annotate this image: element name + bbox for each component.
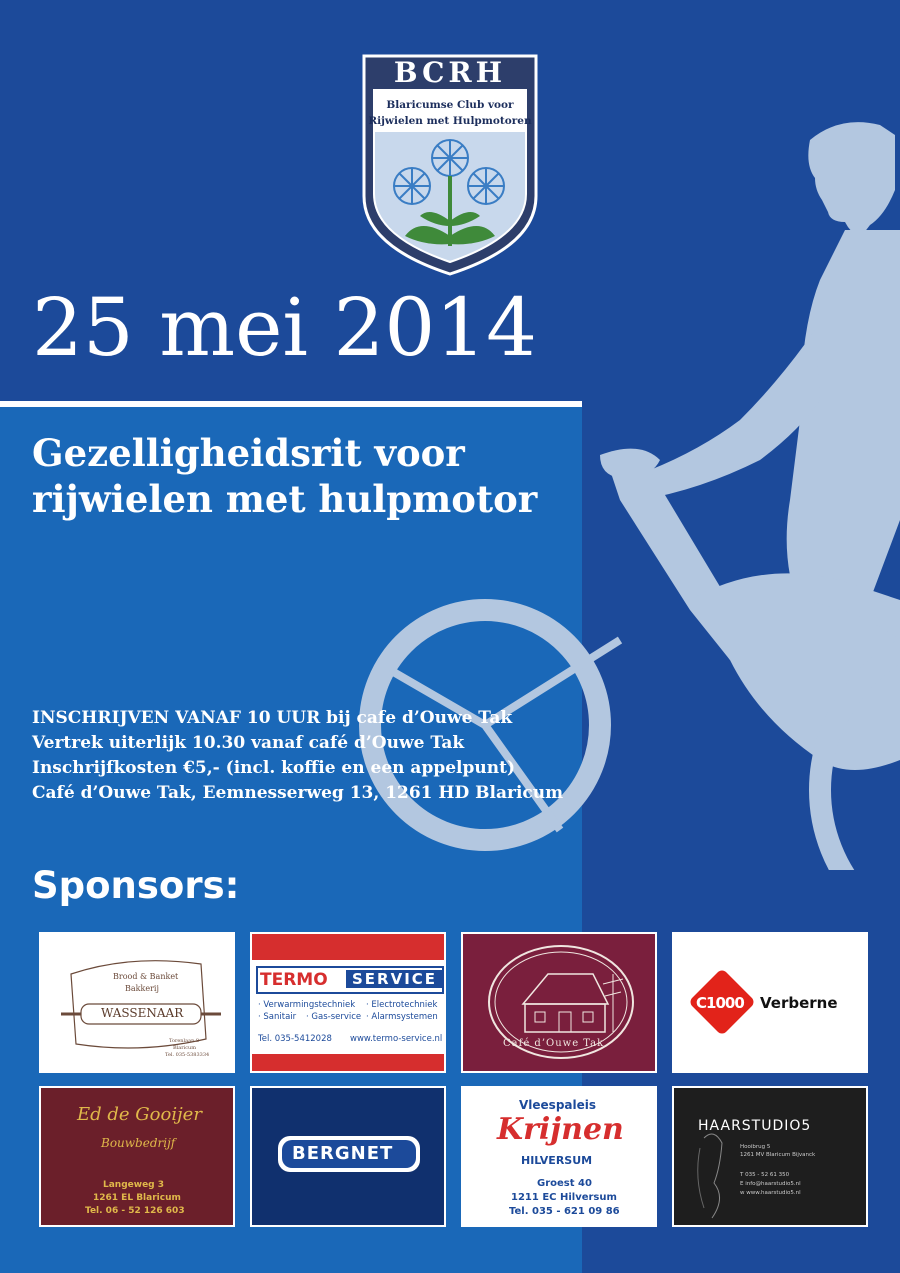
c1000-brand: C1000 (696, 994, 744, 1012)
gooijer-tel: Tel. 06 - 52 126 603 (85, 1206, 185, 1216)
event-info (32, 706, 563, 806)
info-fee: Inschrijfkosten €5,- (incl. koffie en een appelpunt) (32, 758, 515, 778)
krijnen-city: HILVERSUM (521, 1154, 593, 1167)
gooijer-name: Ed de Gooijer (77, 1104, 202, 1125)
termo-web: www.termo-service.nl (350, 1034, 443, 1044)
termo-top-band (252, 934, 446, 960)
sponsors-heading: Sponsors: (32, 864, 240, 907)
termo-service1: · Verwarmingstechniek (258, 1000, 356, 1010)
krijnen-tel: Tel. 035 - 621 09 86 (509, 1206, 620, 1217)
crest-name-line1: Blaricumse Club voor (386, 99, 514, 111)
termo-service2: · Electrotechniek (366, 1000, 438, 1010)
cafe-emblem-icon (463, 934, 657, 1073)
wassenaar-tel: Tel. 035-5383334 (165, 1052, 210, 1058)
wassenaar-tagline2: Bakkerij (125, 984, 159, 993)
gooijer-addr1: Langeweg 3 (103, 1180, 165, 1190)
haarstudio-addr1: Hooibrug 5 (740, 1144, 771, 1150)
sponsor-wassenaar (39, 932, 235, 1073)
termo-service3: · Sanitair (258, 1012, 297, 1022)
sponsor-termo-service (250, 932, 446, 1073)
krijnen-top: Vleespaleis (519, 1098, 597, 1112)
divider (0, 401, 582, 407)
termo-tel: Tel. 035-5412028 (258, 1034, 332, 1044)
haarstudio-web: w www.haarstudio5.nl (740, 1190, 801, 1196)
haarstudio-brand: HAARSTUDIO5 (698, 1118, 812, 1134)
info-registration: INSCHRIJVEN VANAF 10 UUR bij cafe d’Ouwe Tak (32, 708, 513, 728)
event-subtitle (32, 430, 592, 522)
wassenaar-name: WASSENAAR (101, 1006, 184, 1020)
subtitle-line1: Gezelligheidsrit voor (32, 431, 465, 475)
sponsor-bergnet (250, 1086, 446, 1227)
gooijer-addr2: 1261 EL Blaricum (93, 1193, 181, 1203)
krijnen-addr1: Groest 40 (537, 1178, 592, 1189)
sponsor-c1000-verberne (672, 932, 868, 1073)
wassenaar-tagline1: Brood & Banket (113, 972, 179, 981)
sponsor-vleespaleis-krijnen (461, 1086, 657, 1227)
c1000-name: Verberne (760, 994, 838, 1012)
crest-abbreviation: BCRH (393, 56, 507, 89)
info-address: Café d’Ouwe Tak, Eemnesserweg 13, 1261 HD Blaricum (32, 783, 564, 803)
gooijer-type: Bouwbedrijf (101, 1136, 176, 1150)
info-departure: Vertrek uiterlijk 10.30 vanaf café d’Ouwe Tak (32, 733, 465, 753)
termo-bottom-band (252, 1054, 446, 1073)
haarstudio-email: E info@haarstudio5.nl (740, 1181, 801, 1187)
subtitle-line2: rijwielen met hulpmotor (32, 477, 538, 521)
haarstudio-phone: T 035 - 52 61 350 (740, 1172, 790, 1178)
wassenaar-addr1: Torenlaan 8 (169, 1038, 200, 1044)
termo-service4: · Gas-service (306, 1012, 362, 1022)
cafe-name: Café d’Ouwe Tak (503, 1038, 605, 1049)
krijnen-addr2: 1211 EC Hilversum (511, 1192, 617, 1203)
haarstudio-addr2: 1261 MV Blaricum Bijvanck (740, 1152, 816, 1158)
sponsor-ed-de-gooijer (39, 1086, 235, 1227)
event-date: 25 mei 2014 (32, 281, 538, 374)
krijnen-name: Krijnen (497, 1112, 624, 1147)
wassenaar-addr2: Blaricum (173, 1045, 197, 1051)
sponsor-haarstudio5 (672, 1086, 868, 1227)
termo-brand: TERMO (260, 970, 328, 990)
termo-service5: · Alarmsystemen (366, 1012, 438, 1022)
bergnet-brand: BERGNET (292, 1143, 394, 1164)
sponsor-cafe-ouwe-tak (461, 932, 657, 1073)
club-crest (360, 46, 540, 276)
crest-name-line2: Rijwielen met Hulpmotoren (368, 115, 532, 127)
termo-brand-service: SERVICE (346, 970, 443, 988)
